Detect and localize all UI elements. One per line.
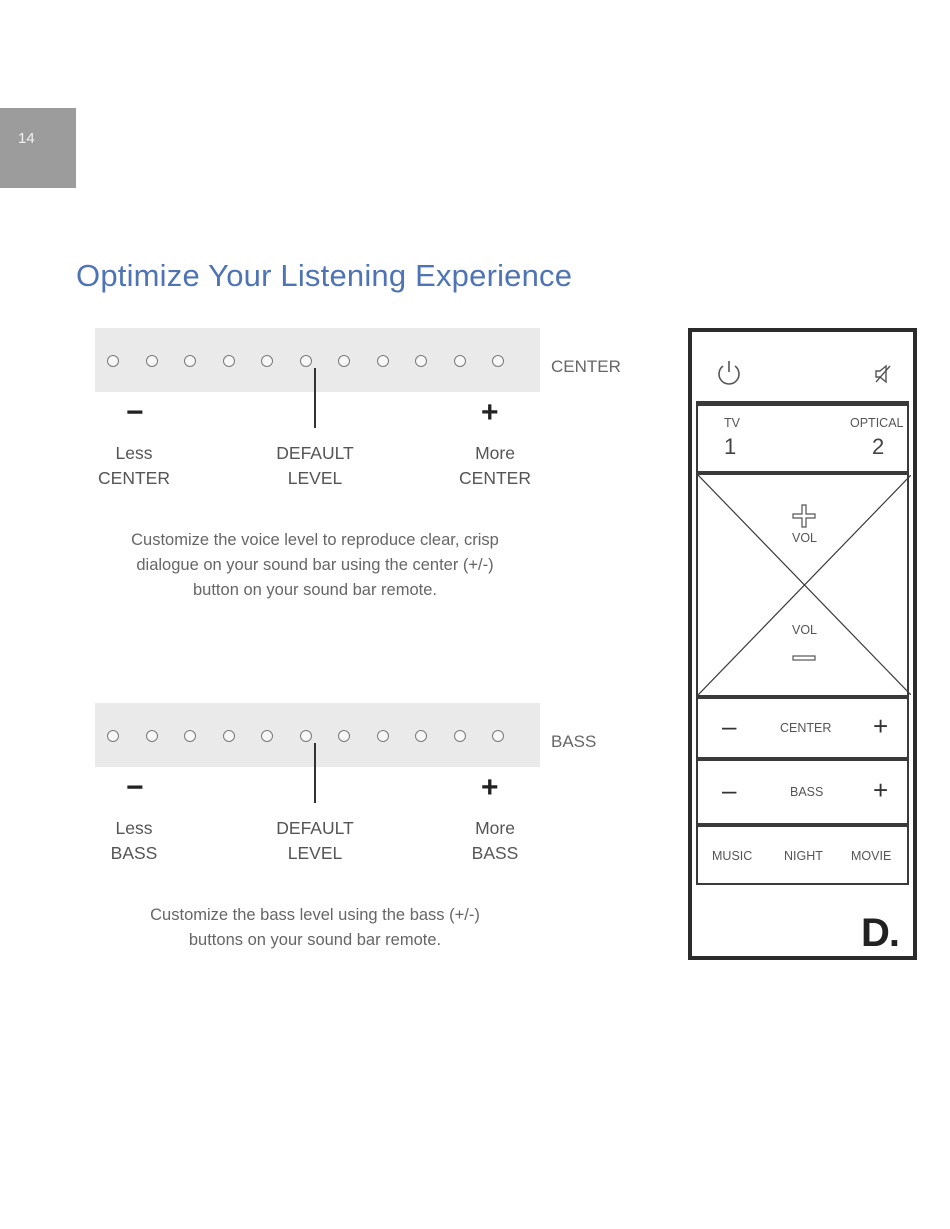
less-center-line1: Less [115,443,153,463]
music-mode-label: MUSIC [712,849,753,863]
less-bass-line2: BASS [110,843,158,863]
bass-bar-label: BASS [551,732,597,751]
remote-mode-row [696,825,909,885]
more-bass-line1: More [475,818,515,838]
led-indicator [338,355,350,367]
center-led-row [107,355,504,367]
center-plus-symbol: + [481,396,499,429]
led-indicator [415,730,427,742]
led-indicator [184,730,196,742]
remote-bass-label: BASS [790,785,824,799]
tv-input-label: TV [724,416,740,430]
bass-led-row [107,730,504,742]
led-indicator [492,730,504,742]
page-number: 14 [0,108,76,188]
center-desc-line2: dialogue on your sound bar using the center (+/-) [136,556,494,574]
bass-default-line2: LEVEL [287,843,343,863]
center-default-line2: LEVEL [287,468,343,488]
led-indicator [454,730,466,742]
led-indicator [300,355,312,367]
led-indicator [107,730,119,742]
center-desc-line1: Customize the voice level to reproduce clear, crisp [131,531,499,549]
bass-default-marker [314,743,316,803]
led-indicator [415,355,427,367]
tv-input-number: 1 [724,434,737,459]
remote-center-plus: + [873,711,889,741]
led-indicator [184,355,196,367]
mute-icon [872,362,896,391]
led-indicator [146,355,158,367]
bass-level-diagram [95,703,655,1003]
more-bass-line2: BASS [471,843,519,863]
led-indicator [107,355,119,367]
remote-center-minus: – [722,711,737,741]
remote-bass-plus: + [873,775,889,805]
remote-control-illustration [688,328,917,960]
led-indicator [377,730,389,742]
bass-plus-symbol: + [481,771,499,804]
volume-down-label: VOL [792,623,818,637]
led-indicator [377,355,389,367]
bass-desc-line2: buttons on your sound bar remote. [188,931,442,949]
remote-bass-row [696,759,909,825]
volume-down-icon [791,649,817,667]
remote-center-label: CENTER [780,721,832,735]
led-indicator [492,355,504,367]
led-indicator [223,730,235,742]
center-default-marker [314,368,316,428]
led-indicator [146,730,158,742]
center-description [85,528,545,603]
led-indicator [454,355,466,367]
bass-desc-line1: Customize the bass level using the bass (+/-) [150,906,480,924]
bass-default-level-label [235,816,395,866]
power-icon [714,358,744,393]
movie-mode-label: MOVIE [851,849,892,863]
remote-center-row [696,697,909,759]
less-bass-line1: Less [115,818,153,838]
led-indicator [261,355,273,367]
volume-up-label: VOL [792,531,818,545]
bass-default-line1: DEFAULT [276,818,354,838]
less-bass-label [54,816,214,866]
bass-minus-symbol: − [126,771,144,804]
center-level-diagram [95,328,655,628]
page-title: Optimize Your Listening Experience [76,258,573,293]
more-center-line2: CENTER [459,468,531,488]
led-indicator [223,355,235,367]
center-bar-label: CENTER [551,357,621,376]
less-center-line2: CENTER [98,468,170,488]
center-default-level-label [235,441,395,491]
remote-bass-minus: – [722,775,737,805]
remote-logo-row [696,885,909,956]
more-center-label [415,441,575,491]
bass-description [85,903,545,953]
night-mode-label: NIGHT [784,849,823,863]
optical-input-number: 2 [872,434,885,459]
more-bass-label [415,816,575,866]
brand-logo: D. [861,911,899,955]
optical-input-label: OPTICAL [850,416,904,430]
remote-top-row [696,336,909,404]
volume-up-icon [791,503,817,534]
center-minus-symbol: − [126,396,144,429]
center-desc-line3: button on your sound bar remote. [193,581,437,599]
more-center-line1: More [475,443,515,463]
led-indicator [261,730,273,742]
remote-volume-pad [696,473,909,697]
led-indicator [300,730,312,742]
remote-input-row [696,404,909,473]
bass-led-bar [95,703,540,767]
center-led-bar [95,328,540,392]
center-default-line1: DEFAULT [276,443,354,463]
led-indicator [338,730,350,742]
less-center-label [54,441,214,491]
